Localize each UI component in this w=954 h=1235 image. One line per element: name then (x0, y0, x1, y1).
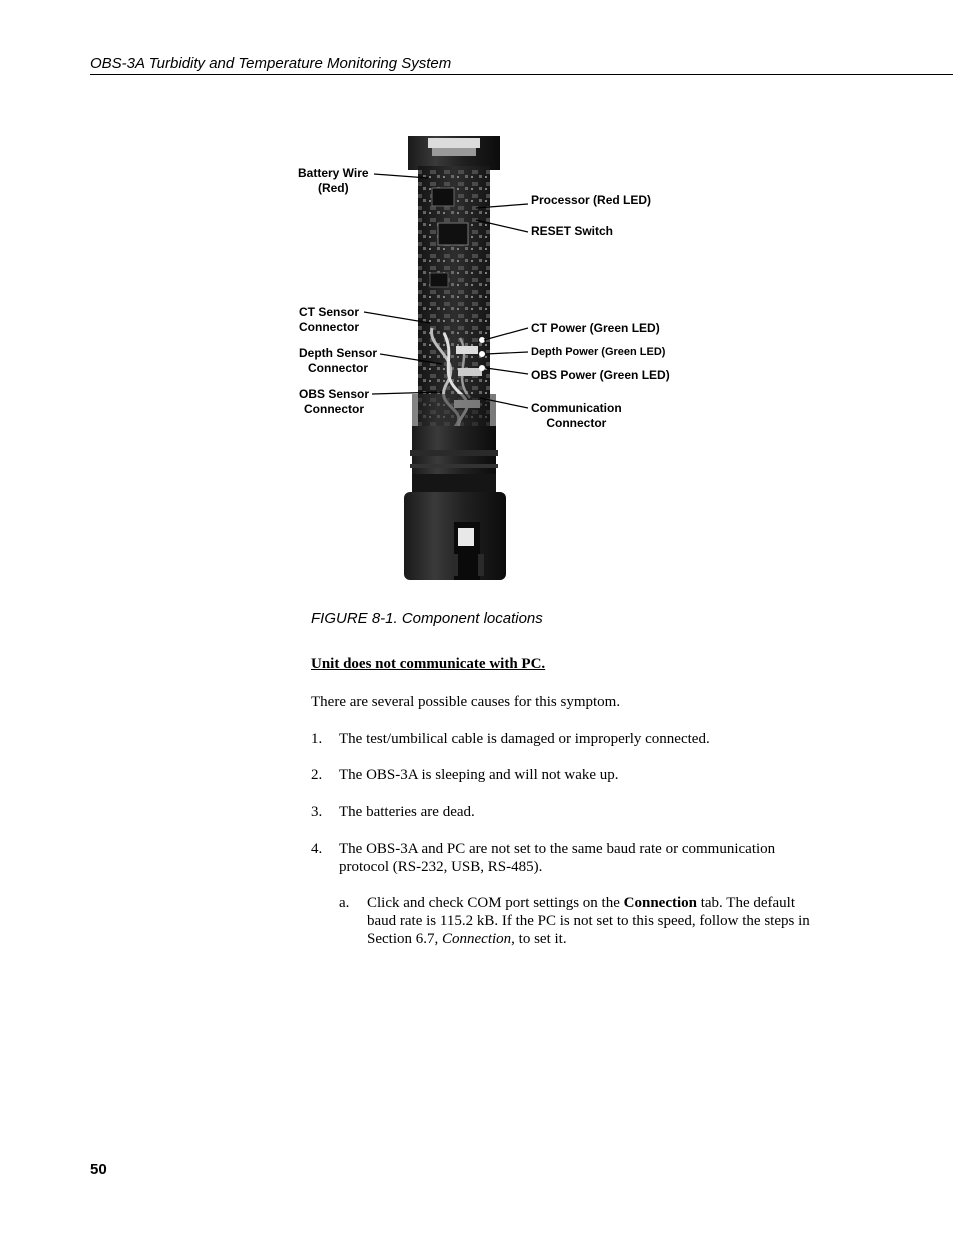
callout-processor-led: Processor (Red LED) (531, 193, 652, 207)
list-item-number: 4. (311, 841, 323, 857)
connection-section-ref: Connection (442, 931, 512, 947)
list-item-text: The OBS-3A and PC are not set to the same baud rate or communication protocol (RS-232, USB, RS-485). (339, 841, 776, 875)
component-figure (232, 108, 670, 592)
callout-depth-power-led: Depth Power (Green LED) (531, 346, 666, 358)
sub-item-text: Click and check COM port settings on the Connection tab. The default baud rate is 115.2 kB. If the PC is not set to this speed, follow the steps in Section 6.7, Connection, to set it. (367, 895, 810, 947)
section-title: Unit does not communicate with PC. (311, 656, 546, 672)
connection-tab-term: Connection (623, 895, 697, 911)
list-item-text: The OBS-3A is sleeping and will not wake up. (339, 767, 619, 783)
callout-communication-connector: Communication Connector (531, 401, 622, 430)
callout-obs-power-led: OBS Power (Green LED) (531, 368, 670, 382)
page-number: 50 (90, 1161, 107, 1178)
callout-battery-wire: Battery Wire (Red) (298, 166, 369, 195)
callout-depth-sensor: Depth Sensor Connector (299, 346, 378, 375)
callout-ct-power-led: CT Power (Green LED) (531, 321, 660, 335)
running-header: OBS-3A Turbidity and Temperature Monitoring System (90, 55, 953, 75)
list-item-number: 2. (311, 767, 323, 783)
intro-paragraph: There are several possible causes for this symptom. (311, 694, 621, 710)
callout-reset-switch: RESET Switch (531, 224, 614, 238)
figure-caption: FIGURE 8-1. Component locations (311, 610, 543, 627)
list-item-number: 1. (311, 731, 323, 747)
callout-ct-sensor: CT Sensor Connector (299, 305, 360, 334)
list-item-number: 3. (311, 804, 323, 820)
list-item-text: The batteries are dead. (339, 804, 475, 820)
callout-obs-sensor: OBS Sensor Connector (299, 387, 370, 416)
sub-item-letter: a. (339, 895, 350, 911)
list-item-text: The test/umbilical cable is damaged or improperly connected. (339, 731, 710, 747)
